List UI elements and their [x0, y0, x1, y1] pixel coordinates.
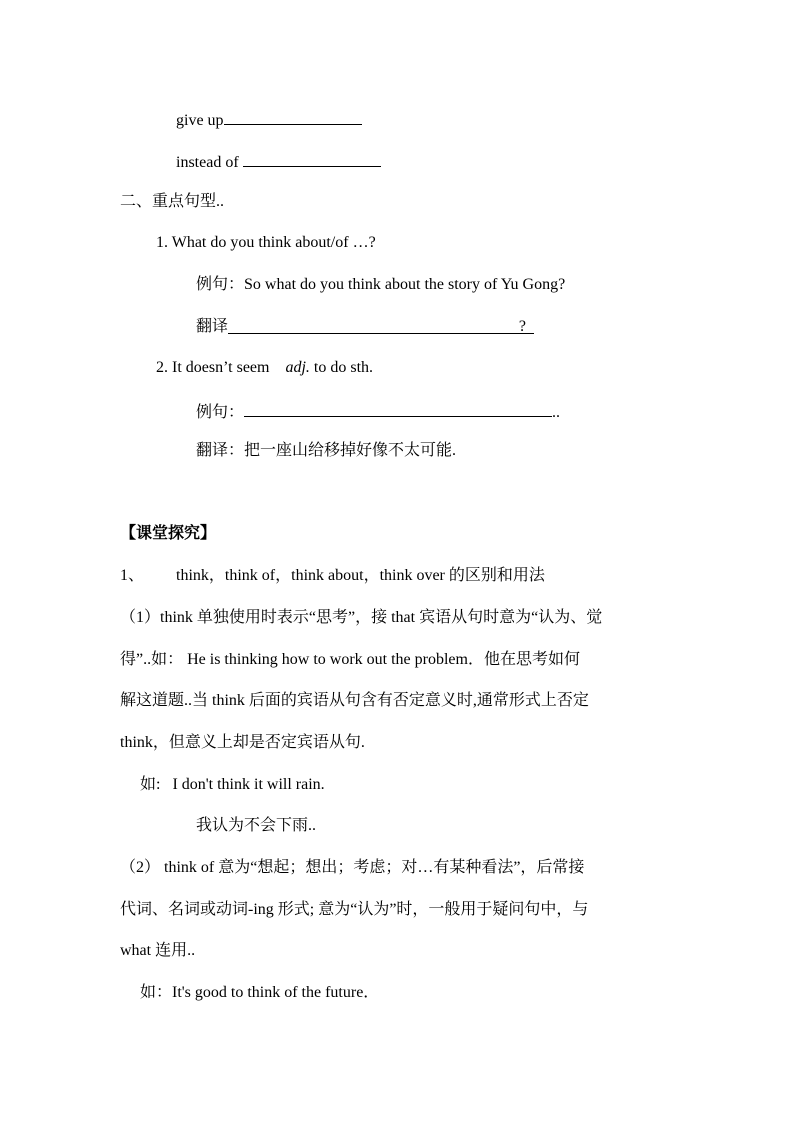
answer-blank[interactable]: [224, 108, 362, 125]
translation-2: [196, 441, 456, 461]
example-1: [196, 275, 565, 295]
pattern-1: 1. What do you think about/of …?: [156, 234, 376, 251]
example-label: 例句：: [196, 276, 245, 293]
paragraph-2-line-2: 代词、名词或动词-ing 形式; 意为“认为”时，一般用于疑问句中，与: [120, 901, 589, 918]
example-label: 例句：: [196, 404, 245, 421]
point-1-number: 1、: [120, 567, 145, 584]
vocab-instead-of-label: instead of: [176, 154, 239, 171]
translation-label: 翻译：: [196, 442, 245, 459]
point-1-text: think，think of，think about，think over 的区别和用法: [176, 567, 545, 584]
paragraph-1-line-2: 得”..如： He is thinking how to work out the problem．他在思考如何: [120, 651, 580, 668]
translation-label: 翻译: [196, 318, 229, 335]
paragraph-2-line-1: （2） think of 意为“想起；想出；考虑；对…有某种看法”，后常接: [120, 859, 585, 876]
vocab-give-up: [176, 108, 362, 131]
example-label: 如:: [140, 776, 161, 793]
question-mark: ?: [518, 318, 527, 335]
section-heading-key-sentences: 二、重点句型..: [120, 193, 225, 210]
answer-blank[interactable]: [228, 317, 534, 334]
example-2: [196, 400, 560, 423]
pattern-2-adj: adj.: [285, 359, 310, 376]
example-end: ..: [552, 404, 561, 421]
vocab-give-up-label: give up: [176, 112, 224, 129]
pattern-2: [156, 358, 373, 378]
translation-1: [196, 317, 534, 337]
section-heading-explore: 【课堂探究】: [120, 525, 217, 542]
example-think-of: 如：It's good to think of the future．: [140, 984, 380, 1001]
example-think: [140, 775, 325, 795]
translation-text: 把一座山给移掉好像不太可能.: [244, 442, 457, 459]
paragraph-1-line-1: （1）think 单独使用时表示“思考”，接 that 宾语从句时意为“认为、觉: [120, 609, 603, 626]
point-1: [120, 566, 545, 586]
vocab-instead-of: [176, 150, 381, 173]
answer-blank[interactable]: [244, 400, 552, 417]
answer-blank[interactable]: [243, 150, 381, 167]
pattern-2-part-b: to do sth.: [313, 359, 374, 376]
example-sentence: So what do you think about the story of Yu Gong?: [244, 276, 566, 293]
paragraph-2-line-3: what 连用..: [120, 942, 196, 959]
example-sentence: I don't think it will rain.: [172, 776, 325, 793]
paragraph-1-line-4: think，但意义上却是否定宾语从句.: [120, 734, 365, 751]
pattern-2-part-a: 2. It doesn’t seem: [156, 359, 270, 376]
paragraph-1-line-3: 解这道题..当 think 后面的宾语从句含有否定意义时,通常形式上否定: [120, 692, 589, 709]
example-think-translation: 我认为不会下雨..: [196, 817, 317, 834]
